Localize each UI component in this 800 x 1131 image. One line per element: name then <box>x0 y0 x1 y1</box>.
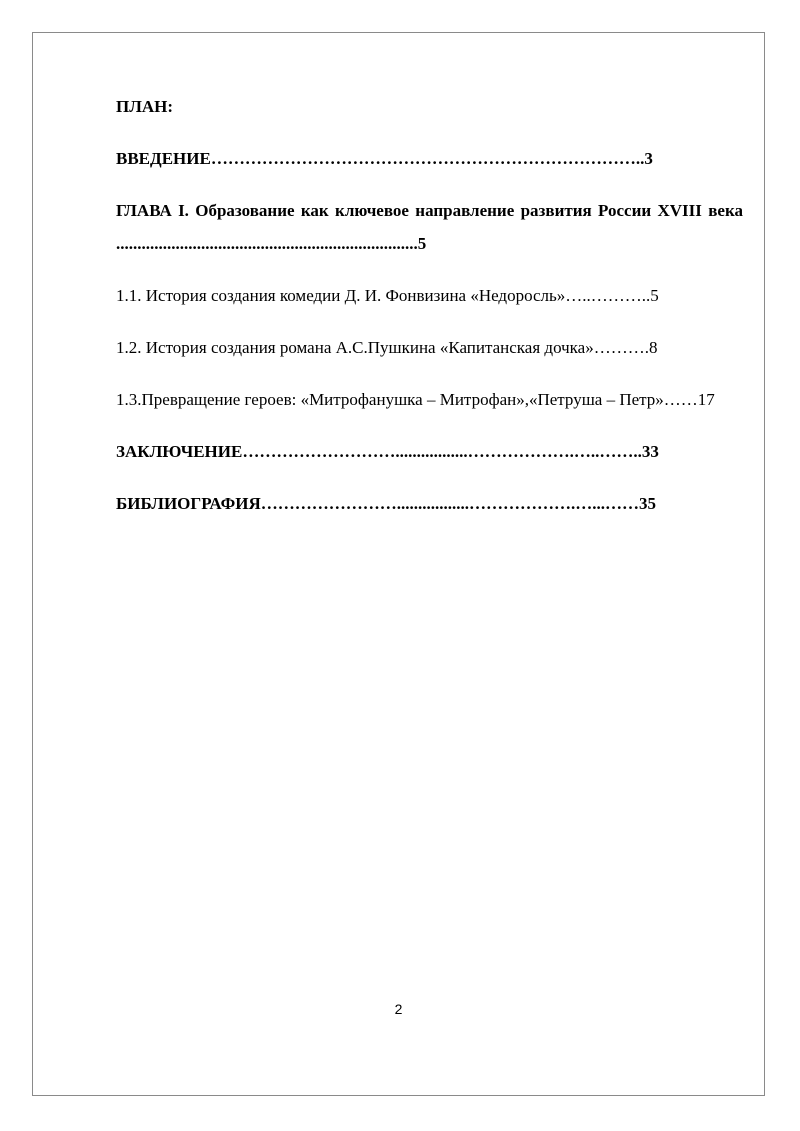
plan-title: ПЛАН: <box>116 97 174 116</box>
toc-entry-section-1-3: 1.3.Превращение героев: «Митрофанушка – Митрофан»,«Петруша – Петр»……17 <box>116 390 715 409</box>
toc-entry-chapter-1: ГЛАВА I. Образование как ключевое направление развития России XVIII века .......................................................................5 <box>116 201 743 253</box>
toc-entry-section-1-1: 1.1. История создания комедии Д. И. Фонвизина «Недоросль»…..………..5 <box>116 286 659 305</box>
toc-entry-section-1-2: 1.2. История создания романа А.С.Пушкина «Капитанская дочка»……….8 <box>116 338 658 357</box>
document-page <box>32 32 765 1096</box>
toc-entry-conclusion: ЗАКЛЮЧЕНИЕ……………………….................……………….…..……..33 <box>116 442 659 461</box>
toc-entry-introduction: ВВЕДЕНИЕ…………………………………………………………………..3 <box>116 149 653 168</box>
page-number: 2 <box>394 1001 403 1017</box>
table-of-contents <box>116 90 743 539</box>
toc-entry-bibliography: БИБЛИОГРАФИЯ…………………….................……………….…...……35 <box>116 494 656 513</box>
